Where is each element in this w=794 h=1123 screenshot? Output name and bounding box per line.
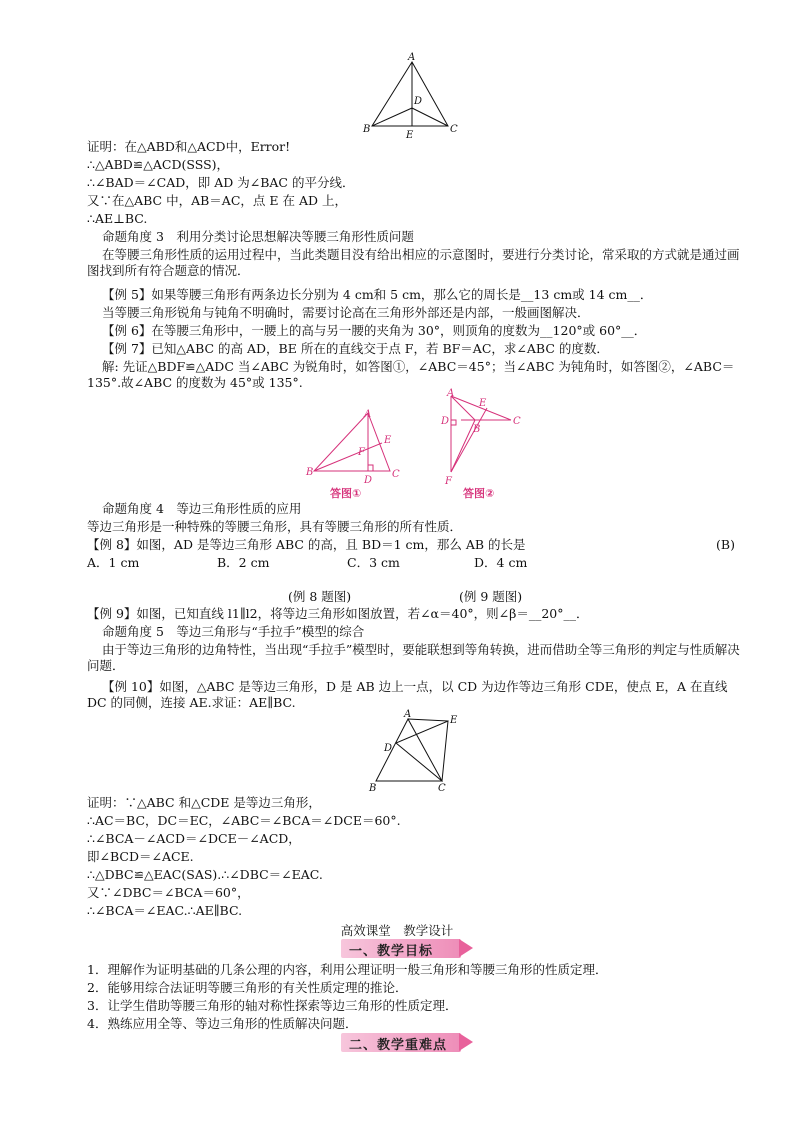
label-b: B	[369, 783, 377, 794]
example-10: 【例 10】如图，△ABC 是等边三角形，D 是 AB 边上一点，以 CD 为边作等边三角形 CDE，使点 E，A 在直线 DC 的同侧，连接 AE.求证：AE∥BC.	[87, 679, 728, 710]
label-c: C	[392, 469, 400, 480]
proof10-line-7: ∴∠BCA＝∠EAC.∴AE∥BC.	[87, 903, 243, 918]
example-8: 【例 8】如图，AD 是等边三角形 ABC 的高，且 BD＝1 cm，那么 AB 的长是	[87, 537, 526, 552]
proof-line-5: ∴AE⊥BC.	[87, 211, 148, 226]
proof10-line-6: 又∵∠DBC＝∠BCA＝60°，	[87, 885, 250, 900]
proof-line-3: ∴∠BAD＝∠CAD，即 AD 为∠BAC 的平分线．	[87, 175, 355, 190]
label-b: B	[306, 467, 314, 478]
banner-teaching-goals-label: 一、教学目标	[349, 944, 434, 959]
example-8-answer: (B)	[716, 537, 735, 552]
proof10-line-1: 证明：∵△ABC 和△CDE 是等边三角形，	[87, 795, 321, 810]
option-c: C．3 cm	[347, 555, 400, 570]
goal-2: 2．能够用综合法证明等腰三角形的有关性质定理的推论．	[87, 980, 408, 995]
proof-line-1: 证明：在△ABD和△ACD中，Error!	[87, 139, 291, 154]
example-5: 【例 5】如果等腰三角形有两条边长分别为 4 cm和 5 cm，那么它的周长是__13 cm或 14 cm__．	[102, 287, 653, 302]
proof10-line-2: ∴AC＝BC，DC＝EC，∠ABC＝∠BCA＝∠DCE＝60°.	[87, 813, 401, 828]
note-height: 当等腰三角形锐角与钝角不明确时，需要讨论高在三角形外部还是内部，一般画图解决．	[102, 305, 590, 320]
topic-3-paragraph: 在等腰三角形性质的运用过程中，当此类题目没有给出相应的示意图时，要进行分类讨论，常采取的方式就是通过画图找到所有符合题意的情况．	[87, 247, 740, 278]
label-c: C	[450, 124, 458, 135]
label-e: E	[406, 130, 414, 140]
label-a: A	[364, 409, 372, 420]
banner-teaching-goals	[341, 939, 475, 958]
label-d: D	[441, 416, 450, 427]
caption-answer-1: 答图①	[330, 487, 362, 500]
example-9-figure-caption: (例 9 题图)	[459, 589, 523, 604]
label-c: C	[438, 783, 446, 794]
label-e: E	[479, 398, 487, 409]
caption-answer-2: 答图②	[463, 487, 495, 500]
topic-4-heading: 命题角度 4 等边三角形性质的应用	[102, 501, 302, 516]
label-d: D	[414, 96, 423, 107]
goal-3: 3．让学生借助等腰三角形的轴对称性探索等边三角形的性质定理．	[87, 998, 458, 1013]
example-8-figure-caption: (例 8 题图)	[288, 589, 352, 604]
label-f: F	[358, 447, 365, 458]
topic-4-paragraph: 等边三角形是一种特殊的等腰三角形，具有等腰三角形的所有性质．	[87, 519, 463, 534]
banner-key-points	[341, 1033, 475, 1052]
label-d: D	[364, 475, 373, 486]
figure-triangle-abd-acd	[360, 52, 460, 140]
example-7-solution: 解: 先证△BDF≌△ADC 当∠ABC 为锐角时，如答图①，∠ABC＝45°；当∠ABC 为钝角时，如答图②，∠ABC＝135°.故∠ABC 的度数为 45°或 135°.	[87, 359, 735, 390]
example-6: 【例 6】在等腰三角形中，一腰上的高与另一腰的夹角为 30°，则顶角的度数为__120°或 60°__．	[102, 323, 647, 338]
label-c: C	[513, 416, 521, 427]
label-e: E	[450, 715, 458, 726]
label-a: A	[404, 709, 412, 720]
label-e: E	[384, 435, 392, 446]
proof10-line-3: ∴∠BCA－∠ACD＝∠DCE－∠ACD，	[87, 831, 301, 846]
proof10-line-5: ∴△DBC≌△EAC(SAS).∴∠DBC＝∠EAC.	[87, 867, 323, 882]
section-header: 高效课堂 教学设计	[340, 923, 454, 938]
topic-5-heading: 命题角度 5 等边三角形与“手拉手”模型的综合	[102, 624, 365, 639]
goal-1: 1．理解作为证明基础的几条公理的内容，利用公理证明一般三角形和等腰三角形的性质定理．	[87, 962, 608, 977]
option-b: B．2 cm	[217, 555, 270, 570]
figure-answer-1	[302, 405, 412, 500]
proof-line-4: 又∵在△ABC 中，AB＝AC，点 E 在 AD 上，	[87, 193, 347, 208]
goal-4: 4．熟练应用全等、等边三角形的性质解决问题．	[87, 1016, 358, 1031]
figure-answer-2	[437, 388, 527, 500]
option-d: D．4 cm	[474, 555, 528, 570]
banner-key-points-label: 二、教学重难点	[349, 1038, 448, 1053]
label-a: A	[447, 388, 455, 399]
label-d: D	[384, 743, 393, 754]
proof-line-2: ∴△ABD≌△ACD(SSS)，	[87, 157, 230, 172]
example-9: 【例 9】如图，已知直线 l1∥l2，将等边三角形如图放置，若∠α＝40°，则∠β＝__20°__．	[87, 606, 589, 621]
option-a: A．1 cm	[87, 555, 140, 570]
figure-example-10	[366, 709, 466, 797]
label-f: F	[445, 476, 452, 487]
label-b: B	[473, 424, 481, 435]
topic-3-heading: 命题角度 3 利用分类讨论思想解决等腰三角形性质问题	[102, 229, 414, 244]
label-a: A	[408, 52, 416, 63]
proof10-line-4: 即∠BCD＝∠ACE.	[87, 849, 194, 864]
label-b: B	[363, 124, 371, 135]
topic-5-paragraph: 由于等边三角形的边角特性，当出现“手拉手”模型时，要能联想到等角转换，进而借助全等三角形的判定与性质解决问题．	[87, 642, 740, 673]
example-7: 【例 7】已知△ABC 的高 AD，BE 所在的直线交于点 F，若 BF＝AC，求∠ABC 的度数．	[102, 341, 609, 356]
